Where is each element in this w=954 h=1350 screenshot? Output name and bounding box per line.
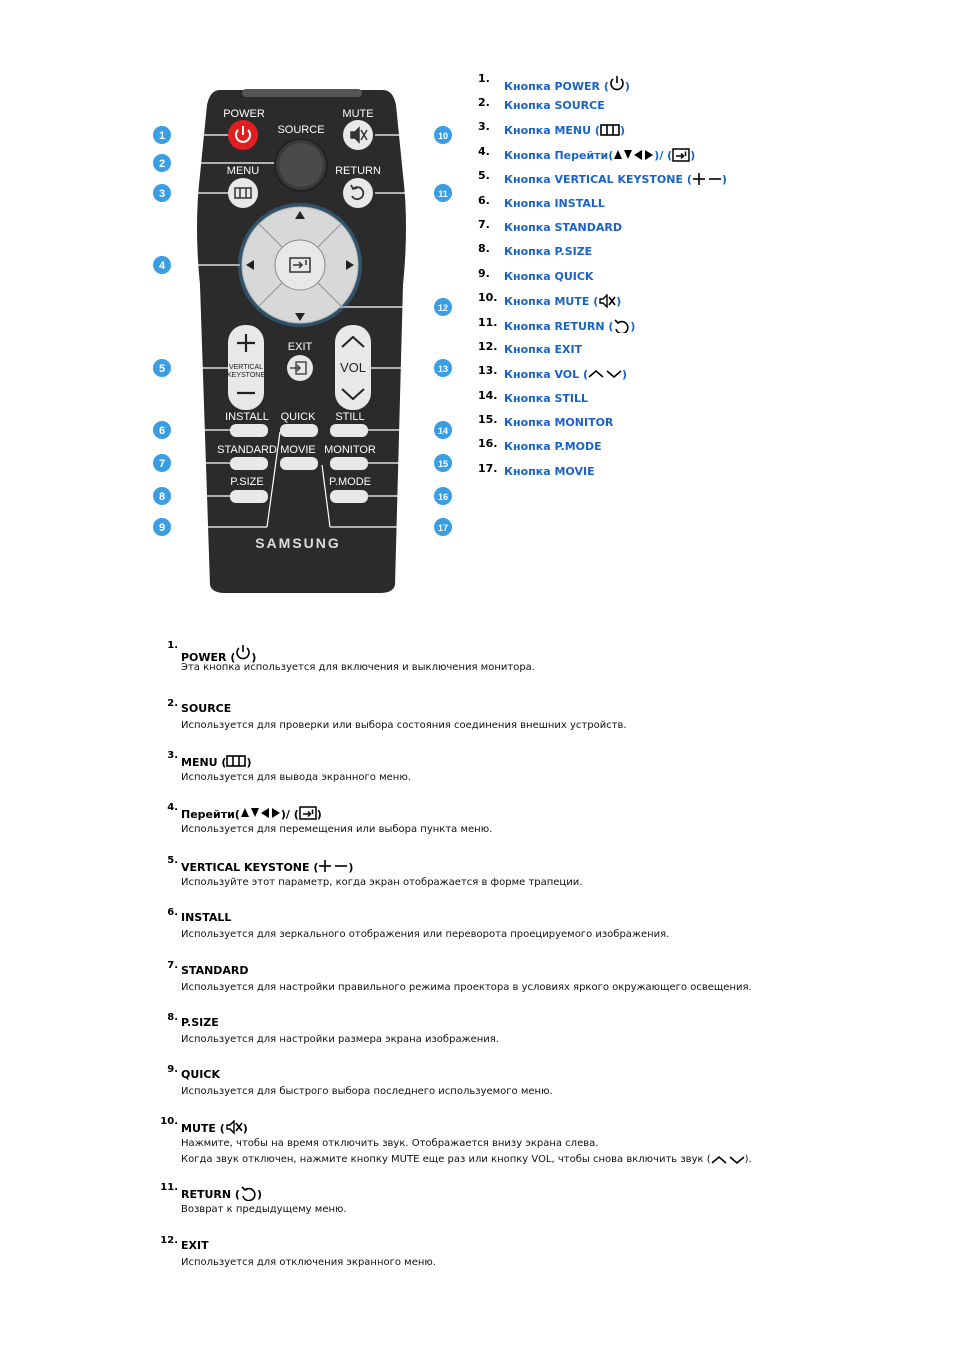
description-body bbox=[181, 1032, 499, 1048]
index-item-suffix: ) bbox=[619, 124, 625, 137]
index-item-label: Кнопка STANDARD bbox=[504, 221, 623, 234]
description-number: 7. bbox=[167, 960, 178, 971]
plus-minus-icon bbox=[318, 859, 348, 874]
callout-10-text: 10 bbox=[437, 131, 449, 141]
callout-13-text: 13 bbox=[437, 364, 449, 374]
menu-icon bbox=[226, 754, 246, 769]
plus-minus-icon bbox=[692, 172, 722, 186]
description-title-text: MENU ( bbox=[181, 756, 227, 769]
description-line bbox=[181, 1152, 752, 1168]
description-number: 5. bbox=[167, 855, 178, 866]
description-body bbox=[181, 770, 411, 786]
index-item-link[interactable] bbox=[504, 416, 613, 429]
index-item-label: Кнопка INSTALL bbox=[504, 197, 605, 210]
description-title bbox=[181, 702, 231, 715]
description-title-text: P.SIZE bbox=[181, 1016, 219, 1029]
remote-svg bbox=[150, 85, 460, 595]
index-item-link[interactable] bbox=[504, 245, 592, 258]
description-body bbox=[181, 875, 582, 891]
quick-button[interactable] bbox=[280, 424, 318, 437]
psize-button[interactable] bbox=[230, 490, 268, 503]
description-line: Используйте этот параметр, когда экран отображается в форме трапеции. bbox=[181, 877, 583, 888]
description-title-text: INSTALL bbox=[181, 911, 232, 924]
index-item-link[interactable] bbox=[504, 75, 630, 93]
index-item-link[interactable] bbox=[504, 99, 605, 112]
description-number: 11. bbox=[160, 1182, 178, 1193]
vol-icon bbox=[588, 367, 622, 381]
index-item-label: Кнопка SOURCE bbox=[504, 99, 605, 112]
enter-icon bbox=[672, 148, 690, 162]
install-button[interactable] bbox=[230, 424, 268, 437]
index-item-label: Кнопка EXIT bbox=[504, 343, 583, 356]
description-line: Используется для настройки правильного режима проектора в условиях яркого окружающего освещения. bbox=[181, 982, 752, 993]
description-title-suffix: ) bbox=[348, 861, 354, 874]
callout-2-text: 2 bbox=[158, 158, 166, 170]
description-title-text: POWER ( bbox=[181, 651, 236, 664]
return-label: RETURN bbox=[335, 165, 381, 177]
description-number: 6. bbox=[167, 907, 178, 918]
description-line: Используется для проверки или выбора состояния соединения внешних устройств. bbox=[181, 720, 627, 731]
callout-17-text: 17 bbox=[437, 523, 449, 533]
description-title-text: STANDARD bbox=[181, 964, 249, 977]
arrows-icon bbox=[613, 148, 654, 162]
index-item-label: Кнопка MENU ( bbox=[504, 124, 600, 137]
description-title bbox=[181, 1016, 219, 1029]
return-button[interactable] bbox=[343, 178, 373, 208]
index-item-link[interactable] bbox=[504, 172, 727, 186]
index-item-label: Кнопка MONITOR bbox=[504, 416, 614, 429]
index-item-label: Кнопка RETURN ( bbox=[504, 320, 614, 333]
description-title-suffix: )/ ( bbox=[280, 808, 299, 821]
description-body bbox=[181, 660, 535, 676]
monitor-button[interactable] bbox=[330, 457, 368, 470]
index-item-link[interactable] bbox=[504, 148, 695, 162]
description-body bbox=[181, 822, 492, 838]
index-item-label: Кнопка VERTICAL KEYSTONE ( bbox=[504, 173, 692, 186]
standard-label: STANDARD bbox=[217, 444, 277, 456]
index-item-number: 10. bbox=[478, 291, 498, 304]
callout-16-text: 16 bbox=[437, 492, 449, 502]
description-title-suffix: ) bbox=[246, 756, 252, 769]
description-title-text: SOURCE bbox=[181, 702, 232, 715]
mute-label: MUTE bbox=[342, 108, 374, 120]
callout-12-text: 12 bbox=[437, 303, 449, 313]
brand-logo: SAMSUNG bbox=[255, 535, 341, 551]
index-item-number: 7. bbox=[478, 218, 490, 231]
return-icon bbox=[613, 319, 630, 333]
still-button[interactable] bbox=[330, 424, 368, 437]
index-item-link[interactable] bbox=[504, 319, 635, 333]
index-item-link[interactable] bbox=[504, 123, 625, 137]
index-item-number: 17. bbox=[478, 462, 498, 475]
pmode-label: P.MODE bbox=[329, 476, 371, 488]
source-label: SOURCE bbox=[277, 124, 325, 136]
index-item-number: 12. bbox=[478, 340, 498, 353]
description-title bbox=[181, 754, 252, 769]
description-title-suffix: ) bbox=[256, 1188, 262, 1201]
keystone-label-2: KEYSTONE bbox=[227, 372, 265, 379]
remote-illustration bbox=[150, 85, 460, 595]
index-item-link[interactable] bbox=[504, 343, 582, 356]
description-body bbox=[181, 1202, 347, 1218]
description-number: 3. bbox=[167, 750, 178, 761]
power-icon bbox=[609, 75, 625, 93]
description-line: Эта кнопка используется для включения и выключения монитора. bbox=[181, 662, 535, 673]
description-title bbox=[181, 1068, 220, 1081]
index-item-label: Кнопка QUICK bbox=[504, 270, 594, 283]
description-title-text: QUICK bbox=[181, 1068, 220, 1081]
callout-15-text: 15 bbox=[437, 459, 449, 469]
index-item-link[interactable] bbox=[504, 440, 602, 453]
index-item-label: Кнопка Перейти( bbox=[504, 149, 614, 162]
description-body bbox=[181, 718, 627, 734]
index-item-suffix: ) bbox=[624, 80, 630, 93]
movie-button[interactable] bbox=[280, 457, 318, 470]
description-body bbox=[181, 980, 752, 996]
description-number: 10. bbox=[160, 1116, 178, 1127]
callout-14-text: 14 bbox=[437, 426, 449, 436]
index-item-suffix: ) bbox=[616, 295, 622, 308]
description-line-end: ). bbox=[744, 1154, 752, 1165]
index-item-number: 14. bbox=[478, 389, 498, 402]
index-item-link[interactable] bbox=[504, 367, 627, 381]
description-number: 9. bbox=[167, 1064, 178, 1075]
index-item-suffix: ) bbox=[622, 368, 628, 381]
menu-label: MENU bbox=[226, 165, 260, 177]
index-item-link[interactable] bbox=[504, 392, 588, 405]
description-title-text: Перейти( bbox=[181, 808, 240, 821]
description-title-text: RETURN ( bbox=[181, 1188, 240, 1201]
index-item-label: Кнопка MOVIE bbox=[504, 465, 595, 478]
index-item-label: Кнопка POWER ( bbox=[504, 80, 609, 93]
description-title-suffix: ) bbox=[242, 1122, 248, 1135]
callout-7-text: 7 bbox=[158, 458, 166, 470]
description-number: 2. bbox=[167, 698, 178, 709]
index-item-link[interactable] bbox=[504, 270, 593, 283]
description-line-text: Когда звук отключен, нажмите кнопку MUTE еще раз или кнопку VOL, чтобы снова включить звук ( bbox=[181, 1154, 711, 1165]
install-label: INSTALL bbox=[225, 411, 269, 423]
movie-label: MOVIE bbox=[280, 444, 316, 456]
description-number: 1. bbox=[167, 640, 178, 651]
keystone-label-1: VERTICAL bbox=[228, 364, 264, 371]
description-line: Используется для быстрого выбора последнего используемого меню. bbox=[181, 1086, 553, 1097]
index-item-suffix: )/ ( bbox=[654, 149, 673, 162]
index-item-label: Кнопка P.SIZE bbox=[504, 245, 593, 258]
mute-icon bbox=[598, 294, 616, 308]
index-item-suffix2: ) bbox=[690, 149, 696, 162]
standard-button[interactable] bbox=[230, 457, 268, 470]
index-item-number: 13. bbox=[478, 364, 498, 377]
index-item-label: Кнопка VOL ( bbox=[504, 368, 589, 381]
psize-label: P.SIZE bbox=[230, 476, 264, 488]
index-item-link[interactable] bbox=[504, 221, 622, 234]
description-line: Используется для отключения экранного меню. bbox=[181, 1257, 436, 1268]
index-item-link[interactable] bbox=[504, 197, 605, 210]
description-title bbox=[181, 911, 231, 924]
description-line: Используется для настройки размера экрана изображения. bbox=[181, 1034, 499, 1045]
description-title bbox=[181, 1120, 248, 1135]
quick-label: QUICK bbox=[280, 411, 316, 423]
menu-button[interactable] bbox=[228, 178, 258, 208]
still-label: STILL bbox=[335, 411, 365, 423]
description-number: 8. bbox=[167, 1012, 178, 1023]
description-body bbox=[181, 1136, 752, 1168]
description-title bbox=[181, 964, 249, 977]
index-item-number: 11. bbox=[478, 316, 498, 329]
callout-9-text: 9 bbox=[158, 522, 166, 534]
description-title-text: MUTE ( bbox=[181, 1122, 225, 1135]
pmode-button[interactable] bbox=[330, 490, 368, 503]
index-item-suffix: ) bbox=[721, 173, 727, 186]
monitor-label: MONITOR bbox=[324, 444, 376, 456]
description-number: 12. bbox=[160, 1235, 178, 1246]
index-item-number: 9. bbox=[478, 267, 490, 280]
description-title-text: VERTICAL KEYSTONE ( bbox=[181, 861, 319, 874]
description-line: Возврат к предыдущему меню. bbox=[181, 1204, 347, 1215]
description-title bbox=[181, 1186, 262, 1201]
index-item-number: 2. bbox=[478, 96, 490, 109]
description-body bbox=[181, 927, 669, 943]
index-item-link[interactable] bbox=[504, 294, 621, 308]
callout-5-text: 5 bbox=[158, 363, 166, 375]
description-body bbox=[181, 1084, 553, 1100]
vol-label: VOL bbox=[339, 360, 367, 375]
return-icon bbox=[240, 1186, 257, 1201]
description-line: Используется для вывода экранного меню. bbox=[181, 772, 411, 783]
description-line: Используется для зеркального отображения или переворота проецируемого изображения. bbox=[181, 929, 670, 940]
description-title-suffix2: ) bbox=[316, 808, 322, 821]
callout-6-text: 6 bbox=[158, 425, 166, 437]
index-item-number: 6. bbox=[478, 194, 490, 207]
description-line: Нажмите, чтобы на время отключить звук. Отображается внизу экрана слева. bbox=[181, 1138, 599, 1149]
description-line: Используется для перемещения или выбора пункта меню. bbox=[181, 824, 493, 835]
menu-icon bbox=[600, 123, 620, 137]
callout-3-text: 3 bbox=[158, 188, 166, 200]
index-item-number: 15. bbox=[478, 413, 498, 426]
index-item-number: 4. bbox=[478, 145, 490, 158]
callout-1-text: 1 bbox=[158, 130, 166, 142]
index-item-label: Кнопка STILL bbox=[504, 392, 589, 405]
index-item-number: 3. bbox=[478, 120, 490, 133]
mute-icon bbox=[225, 1120, 243, 1135]
description-number: 4. bbox=[167, 802, 178, 813]
index-item-number: 5. bbox=[478, 169, 490, 182]
exit-label: EXIT bbox=[287, 341, 313, 353]
index-item-number: 1. bbox=[478, 72, 490, 85]
description-title bbox=[181, 859, 353, 874]
index-item-number: 16. bbox=[478, 437, 498, 450]
description-title-text: EXIT bbox=[181, 1239, 209, 1252]
arrows-icon bbox=[240, 806, 281, 821]
index-item-label: Кнопка MUTE ( bbox=[504, 295, 599, 308]
description-title-suffix: ) bbox=[251, 651, 257, 664]
description-title bbox=[181, 806, 322, 821]
callout-4-text: 4 bbox=[158, 260, 166, 272]
index-item-suffix: ) bbox=[630, 320, 636, 333]
callout-8-text: 8 bbox=[158, 491, 166, 503]
description-body bbox=[181, 1255, 436, 1271]
description-title bbox=[181, 1239, 209, 1252]
index-item-number: 8. bbox=[478, 242, 490, 255]
index-item-link[interactable] bbox=[504, 465, 595, 478]
enter-icon bbox=[299, 806, 317, 821]
vol-icon bbox=[711, 1153, 745, 1165]
callout-11-text: 11 bbox=[438, 189, 448, 199]
index-item-label: Кнопка P.MODE bbox=[504, 440, 602, 453]
power-label: POWER bbox=[223, 108, 265, 120]
